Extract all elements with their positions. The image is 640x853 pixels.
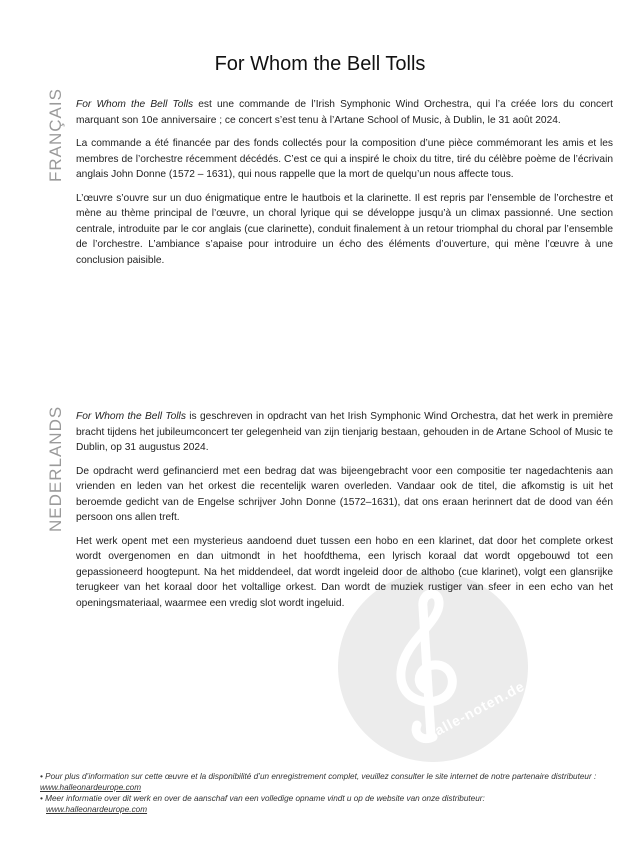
dutch-section — [76, 409, 613, 619]
french-section — [76, 97, 613, 276]
work-title: For Whom the Bell Tolls — [76, 99, 194, 110]
language-label-dutch: NEDERLANDS — [46, 405, 65, 532]
language-label-french: FRANÇAIS — [46, 88, 65, 182]
footnote-french — [40, 772, 600, 793]
footer-notes — [40, 772, 600, 816]
work-title: For Whom the Bell Tolls — [76, 411, 186, 422]
paragraph: La commande a été financée par des fonds collectés pour la composition d’une pièce commémorant les amis et les membres de l’orchestre récemment décédés. C’est ce qui a inspiré le choix du titre, tiré du célèbre poème de l’écrivain anglais John Donne (1572 – 1631), qui nous rappelle que la mort de quelqu’un nous affecte tous. — [76, 138, 613, 180]
footnote-dutch — [40, 794, 600, 815]
watermark-text: alle-noten.de — [432, 677, 528, 739]
paragraph-text: est une commande de l’Irish Symphonic Wind Orchestra, qui l’a créée lors du concert marquant son 10e anniversaire ; ce concert s’est tenu à l’Artane School of Music, à Dublin, le 31 août 2024. — [76, 99, 613, 126]
footnote-text: • Pour plus d’information sur cette œuvre et la disponibilité d’un enregistrement complet, veuillez consulter le site internet de notre partenaire distributeur : — [40, 772, 597, 781]
paragraph: De opdracht werd gefinancierd met een bedrag dat was bijeengebracht voor een compositie ter nagedachtenis aan vrienden en leden van het orkest die recentelijk waren overleden. Vandaar ook de titel, die afkomstig is uit het beroemde gedicht van de Engelse schrijver John Donne (1572–1631), dat ons eraan herinnert dat de dood van één persoon ons allen treft. — [76, 465, 613, 523]
distributor-link[interactable]: www.halleonardeurope.com — [40, 782, 142, 792]
paragraph-text: is geschreven in opdracht van het Irish Symphonic Wind Orchestra, dat het werk in première bracht tijdens het jubileumconcert ter gelegenheid van zijn tienjarig bestaan, gehouden in de Artane School of Music te Dublin, op 31 augustus 2024. — [76, 411, 613, 453]
footnote-text: • Meer informatie over dit werk en over de aanschaf van een volledige opname vindt u op de website van onze distributeur: — [40, 794, 485, 803]
paragraph: L’œuvre s’ouvre sur un duo énigmatique entre le hautbois et la clarinette. Il est repris par l’ensemble de l’orchestre et mène au thème principal de l’œuvre, un choral lyrique qui se développe jusqu’à un climax passionné. Une section centrale, introduite par le cor anglais (cue clarinette), conduit finalement à un retour triomphal du choral par l’ensemble de l’orchestre. L’ambiance s’apaise pour introduire un écho des éléments d’ouverture, qui mène l’œuvre à une conclusion paisible. — [76, 192, 613, 266]
paragraph: Het werk opent met een mysterieus aandoend duet tussen een hobo en een klarinet, dat door het complete orkest wordt overgenomen en dan uitmondt in het hoofdthema, een lyrisch koraal dat wordt opgebouwd tot een gepassioneerd hoogtepunt. Na het middendeel, dat wordt ingeleid door de althobo (cue klarinet), volgt een glansrijke terugkeer van het koraal door het voltallige orkest. Dan wordt de muziek rustiger van sfeer in een echo van het openingsmateriaal, waarmee een vredig slot wordt ingeluid. — [76, 535, 613, 609]
distributor-link[interactable]: www.halleonardeurope.com — [46, 804, 148, 814]
paragraph — [76, 97, 613, 128]
paragraph — [76, 409, 613, 456]
page-title: For Whom the Bell Tolls — [214, 53, 426, 75]
